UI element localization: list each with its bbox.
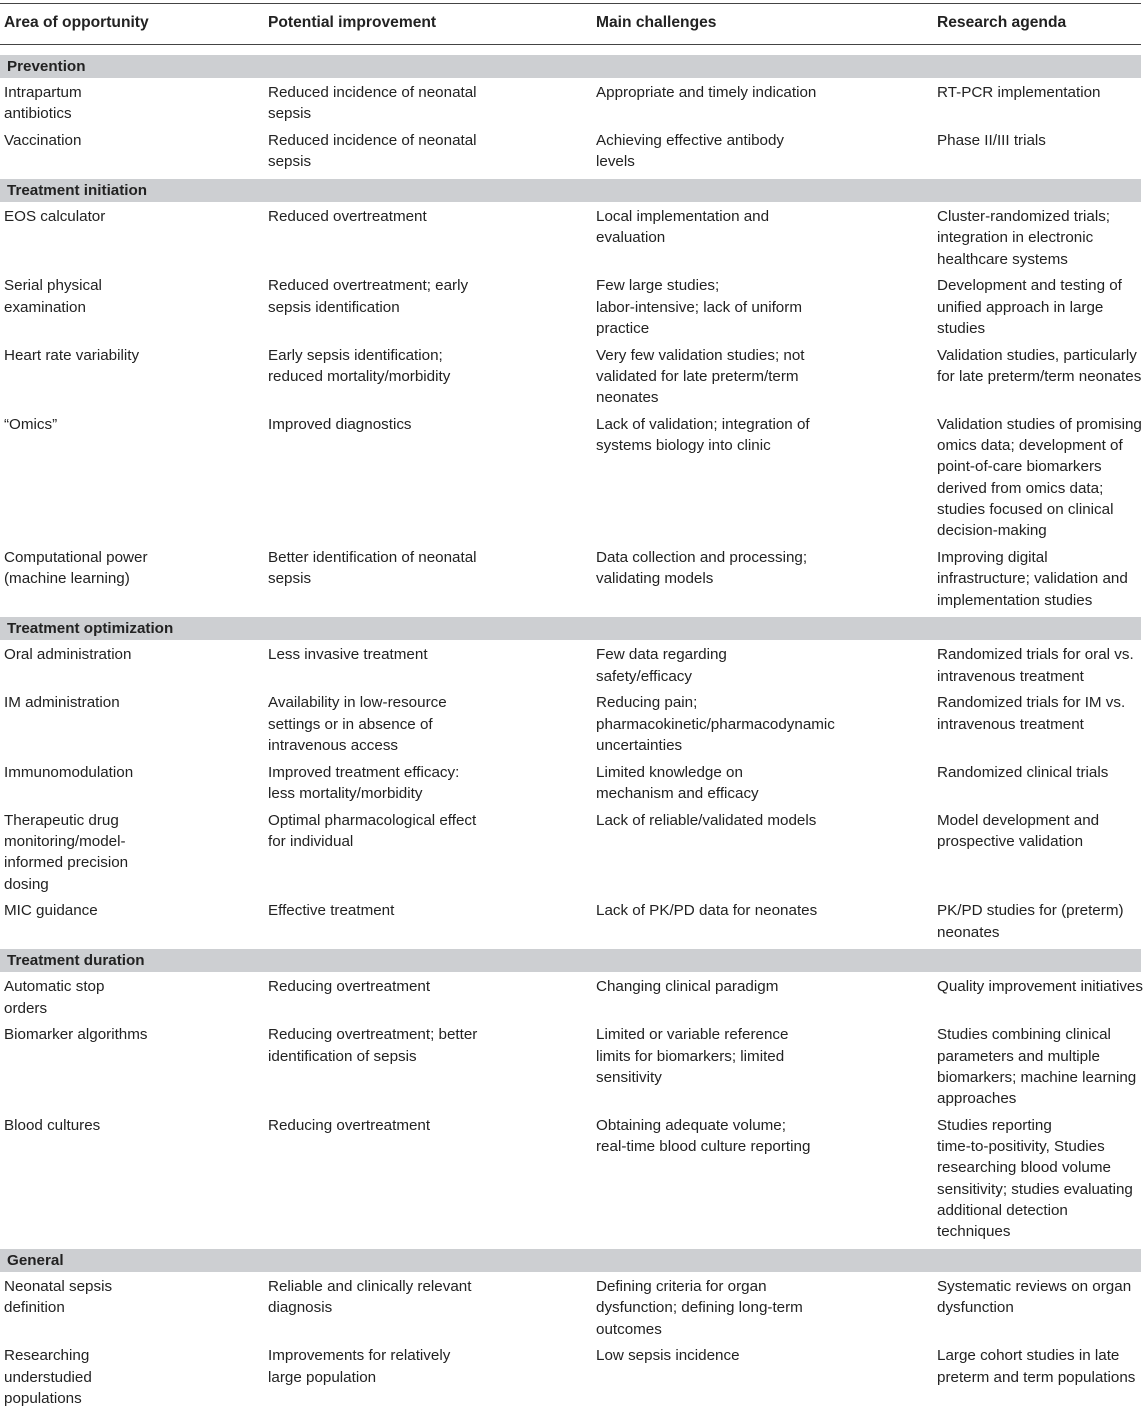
cell-line: preterm and term populations bbox=[937, 1368, 1136, 1386]
cell-improvement bbox=[268, 130, 586, 173]
cell-challenges bbox=[596, 1024, 926, 1088]
cell-line: Systematic reviews on organ bbox=[937, 1278, 1132, 1296]
cell-line: PK/PD studies for (preterm) bbox=[937, 902, 1124, 920]
cell-agenda bbox=[937, 275, 1143, 339]
cell-line: Reduced overtreatment bbox=[268, 208, 427, 225]
cell-line: systems biology into clinic bbox=[596, 437, 771, 455]
cell-agenda bbox=[937, 644, 1143, 687]
cell-agenda bbox=[937, 1115, 1143, 1243]
cell-area bbox=[4, 976, 254, 1019]
cell-line: practice bbox=[596, 319, 650, 337]
cell-line: limits for biomarkers; limited bbox=[596, 1047, 785, 1065]
cell-agenda bbox=[937, 345, 1143, 388]
section-title: General bbox=[7, 1252, 64, 1270]
cell-line: Obtaining adequate volume; bbox=[596, 1116, 786, 1134]
cell-line: sepsis bbox=[268, 570, 312, 588]
cell-improvement bbox=[268, 275, 586, 318]
cell-line: dysfunction; defining long-term bbox=[596, 1299, 803, 1317]
section-title: Treatment optimization bbox=[7, 620, 174, 638]
cell-challenges bbox=[596, 130, 926, 173]
cell-line: Low sepsis incidence bbox=[596, 1347, 740, 1365]
cell-line: parameters and multiple bbox=[937, 1047, 1100, 1065]
cell-line: Randomized trials for IM vs. bbox=[937, 694, 1126, 712]
cell-line: (machine learning) bbox=[4, 570, 130, 588]
section-header bbox=[0, 55, 1141, 78]
cell-line: Achieving effective antibody bbox=[596, 132, 784, 149]
cell-line: Computational power bbox=[4, 549, 148, 567]
cell-challenges bbox=[596, 1115, 926, 1158]
cell-line: Reduced incidence of neonatal bbox=[268, 84, 477, 101]
cell-agenda bbox=[937, 900, 1143, 943]
cell-improvement bbox=[268, 414, 586, 435]
cell-line: for late preterm/term neonates bbox=[937, 367, 1142, 385]
cell-line: dysfunction bbox=[937, 1299, 1014, 1317]
cell-improvement bbox=[268, 1024, 586, 1067]
cell-line: Lack of validation; integration of bbox=[596, 415, 810, 433]
cell-improvement bbox=[268, 900, 586, 921]
cell-challenges bbox=[596, 644, 926, 687]
cell-line: Randomized clinical trials bbox=[937, 763, 1109, 781]
cell-area bbox=[4, 547, 254, 590]
cell-line: understudied bbox=[4, 1368, 92, 1386]
cell-challenges bbox=[596, 414, 926, 457]
header-challenges: Main challenges bbox=[596, 14, 717, 31]
cell-line: definition bbox=[4, 1299, 65, 1317]
section-header bbox=[0, 949, 1141, 972]
cell-area bbox=[4, 206, 254, 227]
cell-line: Model development and bbox=[937, 811, 1100, 829]
cell-line: sepsis bbox=[268, 105, 312, 123]
cell-line: techniques bbox=[937, 1223, 1011, 1241]
cell-line: diagnosis bbox=[268, 1299, 333, 1317]
cell-line: identification of sepsis bbox=[268, 1047, 417, 1065]
cell-line: Heart rate variability bbox=[4, 346, 140, 364]
cell-line: real-time blood culture reporting bbox=[596, 1138, 811, 1156]
cell-line: monitoring/model- bbox=[4, 832, 126, 850]
header-agenda: Research agenda bbox=[937, 14, 1067, 31]
cell-line: reduced mortality/morbidity bbox=[268, 367, 451, 385]
cell-area bbox=[4, 82, 254, 125]
cell-line: Lack of PK/PD data for neonates bbox=[596, 902, 818, 920]
cell-challenges bbox=[596, 810, 926, 831]
cell-line: Optimal pharmacological effect bbox=[268, 811, 477, 829]
cell-line: sepsis identification bbox=[268, 298, 400, 316]
cell-challenges bbox=[596, 1345, 926, 1366]
cell-line: for individual bbox=[268, 832, 354, 850]
cell-line: Intrapartum bbox=[4, 84, 82, 101]
cell-line: sensitivity; studies evaluating bbox=[937, 1180, 1133, 1198]
cell-line: Improved diagnostics bbox=[268, 415, 412, 433]
cell-line: validating models bbox=[596, 570, 714, 588]
cell-challenges bbox=[596, 206, 926, 249]
cell-line: sensitivity bbox=[596, 1068, 662, 1086]
cell-line: Studies combining clinical bbox=[937, 1026, 1111, 1044]
cell-line: approaches bbox=[937, 1090, 1017, 1108]
cell-line: Validation studies of promising bbox=[937, 415, 1142, 433]
cell-line: implementation studies bbox=[937, 591, 1093, 609]
cell-challenges bbox=[596, 976, 926, 997]
cell-line: Limited knowledge on bbox=[596, 763, 743, 781]
cell-area bbox=[4, 810, 254, 895]
cell-line: Improved treatment efficacy: bbox=[268, 763, 460, 781]
cell-area bbox=[4, 130, 254, 151]
cell-line: Data collection and processing; bbox=[596, 549, 808, 567]
cell-agenda bbox=[937, 762, 1143, 783]
cell-improvement bbox=[268, 644, 586, 665]
cell-line: Large cohort studies in late bbox=[937, 1347, 1120, 1365]
cell-line: Automatic stop bbox=[4, 978, 105, 996]
cell-challenges bbox=[596, 1276, 926, 1340]
cell-line: time-to-positivity, Studies bbox=[937, 1138, 1105, 1156]
cell-line: Immunomodulation bbox=[4, 763, 134, 781]
section-title: Treatment initiation bbox=[7, 182, 148, 199]
cell-challenges bbox=[596, 547, 926, 590]
cell-area bbox=[4, 1276, 254, 1319]
cell-line: labor-intensive; lack of uniform bbox=[596, 298, 802, 316]
cell-line: infrastructure; validation and bbox=[937, 570, 1128, 588]
cell-line: Reduced overtreatment; early bbox=[268, 277, 469, 295]
cell-line: Biomarker algorithms bbox=[4, 1026, 148, 1044]
cell-improvement bbox=[268, 976, 586, 997]
cell-improvement bbox=[268, 547, 586, 590]
cell-line: EOS calculator bbox=[4, 208, 106, 225]
cell-line: uncertainties bbox=[596, 736, 683, 754]
cell-agenda bbox=[937, 130, 1143, 151]
cell-line: Serial physical bbox=[4, 277, 102, 295]
cell-line: Few data regarding bbox=[596, 646, 727, 664]
cell-line: RT-PCR implementation bbox=[937, 84, 1101, 101]
cell-line: Reducing overtreatment; better bbox=[268, 1026, 478, 1044]
cell-line: Development and testing of bbox=[937, 277, 1122, 295]
cell-line: studies bbox=[937, 319, 986, 337]
cell-improvement bbox=[268, 810, 586, 853]
cell-line: healthcare systems bbox=[937, 250, 1068, 268]
header-improvement: Potential improvement bbox=[268, 14, 437, 31]
cell-improvement bbox=[268, 762, 586, 805]
cell-line: Cluster-randomized trials; bbox=[937, 208, 1111, 225]
cell-agenda bbox=[937, 82, 1143, 103]
cell-line: decision-making bbox=[937, 522, 1047, 540]
cell-area bbox=[4, 1024, 254, 1045]
cell-line: dosing bbox=[4, 875, 49, 893]
cell-agenda bbox=[937, 1276, 1143, 1319]
cell-line: Reliable and clinically relevant bbox=[268, 1278, 472, 1296]
header-bottom-rule bbox=[0, 44, 1141, 45]
cell-line: Effective treatment bbox=[268, 902, 395, 920]
table-top-rule bbox=[0, 3, 1141, 4]
cell-line: validated for late preterm/term bbox=[596, 367, 799, 385]
cell-challenges bbox=[596, 900, 926, 921]
cell-line: sepsis bbox=[268, 153, 312, 171]
cell-area bbox=[4, 275, 254, 318]
cell-line: intravenous treatment bbox=[937, 715, 1084, 733]
cell-area bbox=[4, 1115, 254, 1136]
cell-line: Improving digital bbox=[937, 549, 1048, 567]
cell-improvement bbox=[268, 206, 586, 227]
cell-line: less mortality/morbidity bbox=[268, 784, 423, 802]
cell-improvement bbox=[268, 1276, 586, 1319]
cell-line: Therapeutic drug bbox=[4, 811, 119, 829]
section-header bbox=[0, 617, 1141, 640]
cell-agenda bbox=[937, 206, 1143, 270]
cell-line: Availability in low-resource bbox=[268, 694, 447, 712]
cell-improvement bbox=[268, 82, 586, 125]
header-area: Area of opportunity bbox=[4, 14, 149, 31]
cell-agenda bbox=[937, 414, 1143, 542]
cell-line: Few large studies; bbox=[596, 277, 720, 295]
cell-line: levels bbox=[596, 153, 635, 171]
cell-line: Changing clinical paradigm bbox=[596, 978, 779, 996]
cell-agenda bbox=[937, 810, 1143, 853]
cell-line: orders bbox=[4, 999, 48, 1017]
cell-line: IM administration bbox=[4, 694, 120, 712]
section-header bbox=[0, 1249, 1141, 1272]
cell-line: Validation studies, particularly bbox=[937, 346, 1137, 364]
cell-line: Blood cultures bbox=[4, 1116, 101, 1134]
cell-line: intravenous access bbox=[268, 736, 399, 754]
cell-area bbox=[4, 762, 254, 783]
cell-line: Neonatal sepsis bbox=[4, 1278, 113, 1296]
cell-line: outcomes bbox=[596, 1320, 662, 1338]
cell-line: Reducing pain; bbox=[596, 694, 698, 712]
cell-area bbox=[4, 692, 254, 713]
cell-line: Reducing overtreatment bbox=[268, 978, 431, 996]
cell-line: Vaccination bbox=[4, 132, 82, 149]
cell-line: Very few validation studies; not bbox=[596, 346, 805, 364]
cell-line: researching blood volume bbox=[937, 1159, 1111, 1177]
section-header bbox=[0, 179, 1141, 202]
cell-agenda bbox=[937, 547, 1143, 611]
cell-line: large population bbox=[268, 1368, 377, 1386]
cell-line: Early sepsis identification; bbox=[268, 346, 443, 364]
cell-improvement bbox=[268, 345, 586, 388]
cell-line: Local implementation and bbox=[596, 208, 770, 225]
cell-line: Defining criteria for organ bbox=[596, 1278, 767, 1296]
cell-improvement bbox=[268, 692, 586, 756]
cell-line: settings or in absence of bbox=[268, 715, 433, 733]
cell-line: Randomized trials for oral vs. bbox=[937, 646, 1134, 664]
cell-challenges bbox=[596, 82, 926, 103]
cell-line: studies focused on clinical bbox=[937, 501, 1114, 519]
cell-improvement bbox=[268, 1345, 586, 1388]
cell-line: unified approach in large bbox=[937, 298, 1104, 316]
cell-area bbox=[4, 414, 254, 435]
section-title: Prevention bbox=[7, 58, 86, 75]
cell-area bbox=[4, 345, 254, 366]
cell-area bbox=[4, 900, 254, 921]
cell-challenges bbox=[596, 275, 926, 339]
cell-line: Studies reporting bbox=[937, 1116, 1052, 1134]
cell-line: integration in electronic bbox=[937, 229, 1094, 247]
cell-line: examination bbox=[4, 298, 86, 316]
cell-challenges bbox=[596, 762, 926, 805]
cell-line: Oral administration bbox=[4, 646, 132, 664]
cell-line: MIC guidance bbox=[4, 902, 98, 920]
cell-line: Researching bbox=[4, 1347, 90, 1365]
cell-line: antibiotics bbox=[4, 105, 72, 123]
cell-challenges bbox=[596, 345, 926, 409]
cell-agenda bbox=[937, 692, 1143, 735]
cell-line: populations bbox=[4, 1389, 82, 1407]
cell-line: derived from omics data; bbox=[937, 479, 1104, 497]
cell-line: evaluation bbox=[596, 229, 666, 247]
cell-area bbox=[4, 644, 254, 665]
cell-line: neonates bbox=[937, 923, 1000, 941]
cell-line: pharmacokinetic/pharmacodynamic bbox=[596, 715, 835, 733]
cell-line: Reducing overtreatment bbox=[268, 1116, 431, 1134]
cell-line: Lack of reliable/validated models bbox=[596, 811, 817, 829]
cell-line: mechanism and efficacy bbox=[596, 784, 759, 802]
cell-agenda bbox=[937, 1345, 1143, 1388]
cell-line: “Omics” bbox=[4, 415, 58, 433]
cell-line: neonates bbox=[596, 389, 659, 407]
cell-line: Reduced incidence of neonatal bbox=[268, 132, 477, 149]
cell-line: omics data; development of bbox=[937, 437, 1123, 455]
cell-line: Phase II/III trials bbox=[937, 132, 1046, 149]
cell-line: Appropriate and timely indication bbox=[596, 84, 817, 101]
cell-line: biomarkers; machine learning bbox=[937, 1068, 1137, 1086]
cell-area bbox=[4, 1345, 254, 1409]
cell-line: Better identification of neonatal bbox=[268, 549, 477, 567]
cell-challenges bbox=[596, 692, 926, 756]
cell-line: additional detection bbox=[937, 1202, 1068, 1220]
cell-line: Improvements for relatively bbox=[268, 1347, 451, 1365]
cell-line: informed precision bbox=[4, 854, 129, 872]
cell-line: Quality improvement initiatives bbox=[937, 978, 1143, 996]
cell-line: Less invasive treatment bbox=[268, 646, 428, 664]
section-title: Treatment duration bbox=[7, 952, 145, 970]
cell-line: Limited or variable reference bbox=[596, 1026, 789, 1044]
cell-improvement bbox=[268, 1115, 586, 1136]
cell-line: prospective validation bbox=[937, 832, 1084, 850]
cell-agenda bbox=[937, 1024, 1143, 1109]
cell-line: safety/efficacy bbox=[596, 667, 692, 685]
cell-line: intravenous treatment bbox=[937, 667, 1084, 685]
cell-agenda bbox=[937, 976, 1143, 997]
cell-line: point-of-care biomarkers bbox=[937, 458, 1102, 476]
